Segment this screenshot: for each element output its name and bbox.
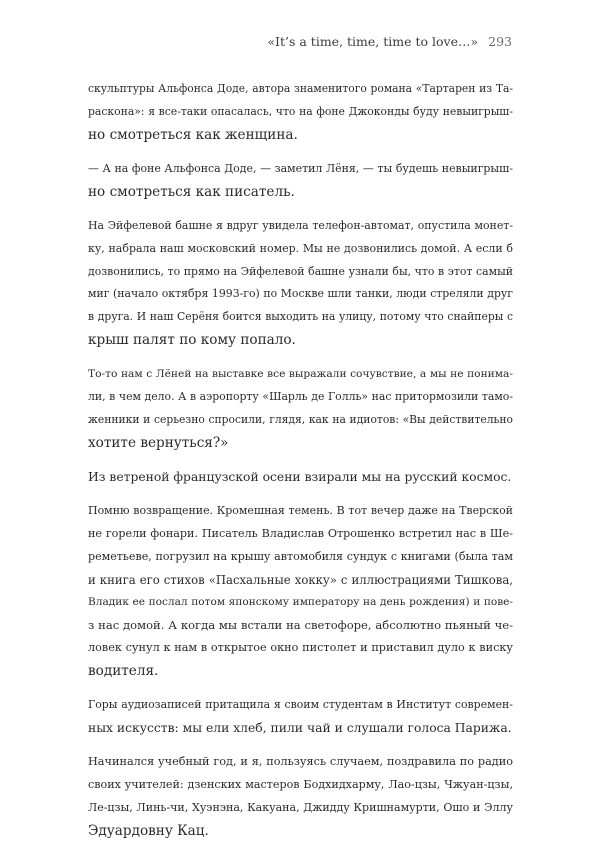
text-line: но смотреться как женщина.	[88, 126, 298, 143]
text-line: дозвонились, то прямо на Эйфелевой башне узнали бы, что в этот самый	[88, 264, 513, 278]
page-number: 293	[488, 34, 512, 49]
text-line: не горели фонари. Писатель Владислав Отрошенко встретил нас в Ше-	[88, 527, 513, 541]
text-line: хотите вернуться?»	[88, 434, 229, 451]
running-header	[267, 34, 512, 49]
text-line: — А на фоне Альфонса Доде, — заметил Лёня, — ты будешь невыигрыш-	[88, 161, 513, 175]
text-line: крыш палят по кому попало.	[88, 331, 296, 348]
text-line: Начинался учебный год, и я, пользуясь случаем, поздравила по радио	[88, 755, 513, 769]
text-line: ных искусств: мы ели хлеб, пили чай и слушали голоса Парижа.	[88, 720, 512, 735]
text-line: в друга. И наш Серёня боится выходить на улицу, потому что снайперы с	[88, 310, 513, 324]
paragraph	[88, 751, 513, 842]
text-line: ку, набрала наш московский номер. Мы не дозвонились домой. А если б	[88, 241, 513, 255]
text-line: миг (начало октября 1993-го) по Москве шли танки, люди стреляли друг	[88, 287, 513, 301]
paragraph	[88, 78, 513, 146]
text-line: раскона»: я все-таки опасалась, что на фоне Джоконды буду невыигрыш-	[88, 104, 513, 118]
text-line: Ле-цзы, Линь-чи, Хуэнэна, Какуана, Джидду Кришнамурти, Ошо и Эллу	[88, 800, 513, 814]
text-line: водителя.	[88, 662, 159, 679]
text-line: скульптуры Альфонса Доде, автора знаменитого романа «Тартарен из Та-	[88, 82, 513, 95]
text-line: То-то нам с Лёней на выставке все выражали сочувствие, а мы не понима-	[88, 367, 513, 381]
text-line: и книга его стихов «Пасхальные хокку» с иллюстрациями Тишкова,	[88, 572, 513, 587]
paragraph	[88, 694, 513, 740]
text-line: своих учителей: дзенских мастеров Бодхидхарму, Лао-цзы, Чжуан-цзы,	[88, 778, 513, 792]
text-line: Владик ее послал потом японскому императору на день рождения) и пове-	[88, 596, 513, 609]
text-line: з нас домой. А когда мы встали на светофоре, абсолютно пьяный че-	[88, 618, 513, 633]
paragraph	[88, 466, 513, 489]
chapter-title: «It’s a time, time, time to love…»	[267, 34, 479, 49]
text-line: ловек сунул к нам в открытое окно пистолет и приставил дуло к виску	[88, 641, 513, 655]
text-line: Из ветреной французской осени взирали мы на русский космос.	[88, 469, 512, 484]
text-line: Помню возвращение. Кромешная темень. В тот вечер даже на Тверской	[88, 504, 513, 518]
paragraph	[88, 158, 513, 204]
paragraph	[88, 215, 513, 352]
text-line: На Эйфелевой башне я вдруг увидела телефон-автомат, опустила монет-	[88, 218, 513, 232]
paragraph	[88, 500, 513, 682]
body-text	[88, 78, 513, 854]
text-line: Горы аудиозаписей притащила я своим студентам в Институт современ-	[88, 698, 513, 712]
text-line: ли, в чем дело. А в аэропорту «Шарль де Голль» нас притормозили тамо-	[88, 390, 513, 404]
text-line: Эдуардовну Кац.	[88, 822, 209, 839]
text-line: реметьеве, погрузил на крышу автомобиля сундук с книгами (была там	[88, 549, 513, 563]
paragraph	[88, 363, 513, 454]
text-line: но смотреться как писатель.	[88, 183, 295, 200]
text-line: женники и серьезно спросили, глядя, как на идиотов: «Вы действительно	[88, 412, 513, 426]
